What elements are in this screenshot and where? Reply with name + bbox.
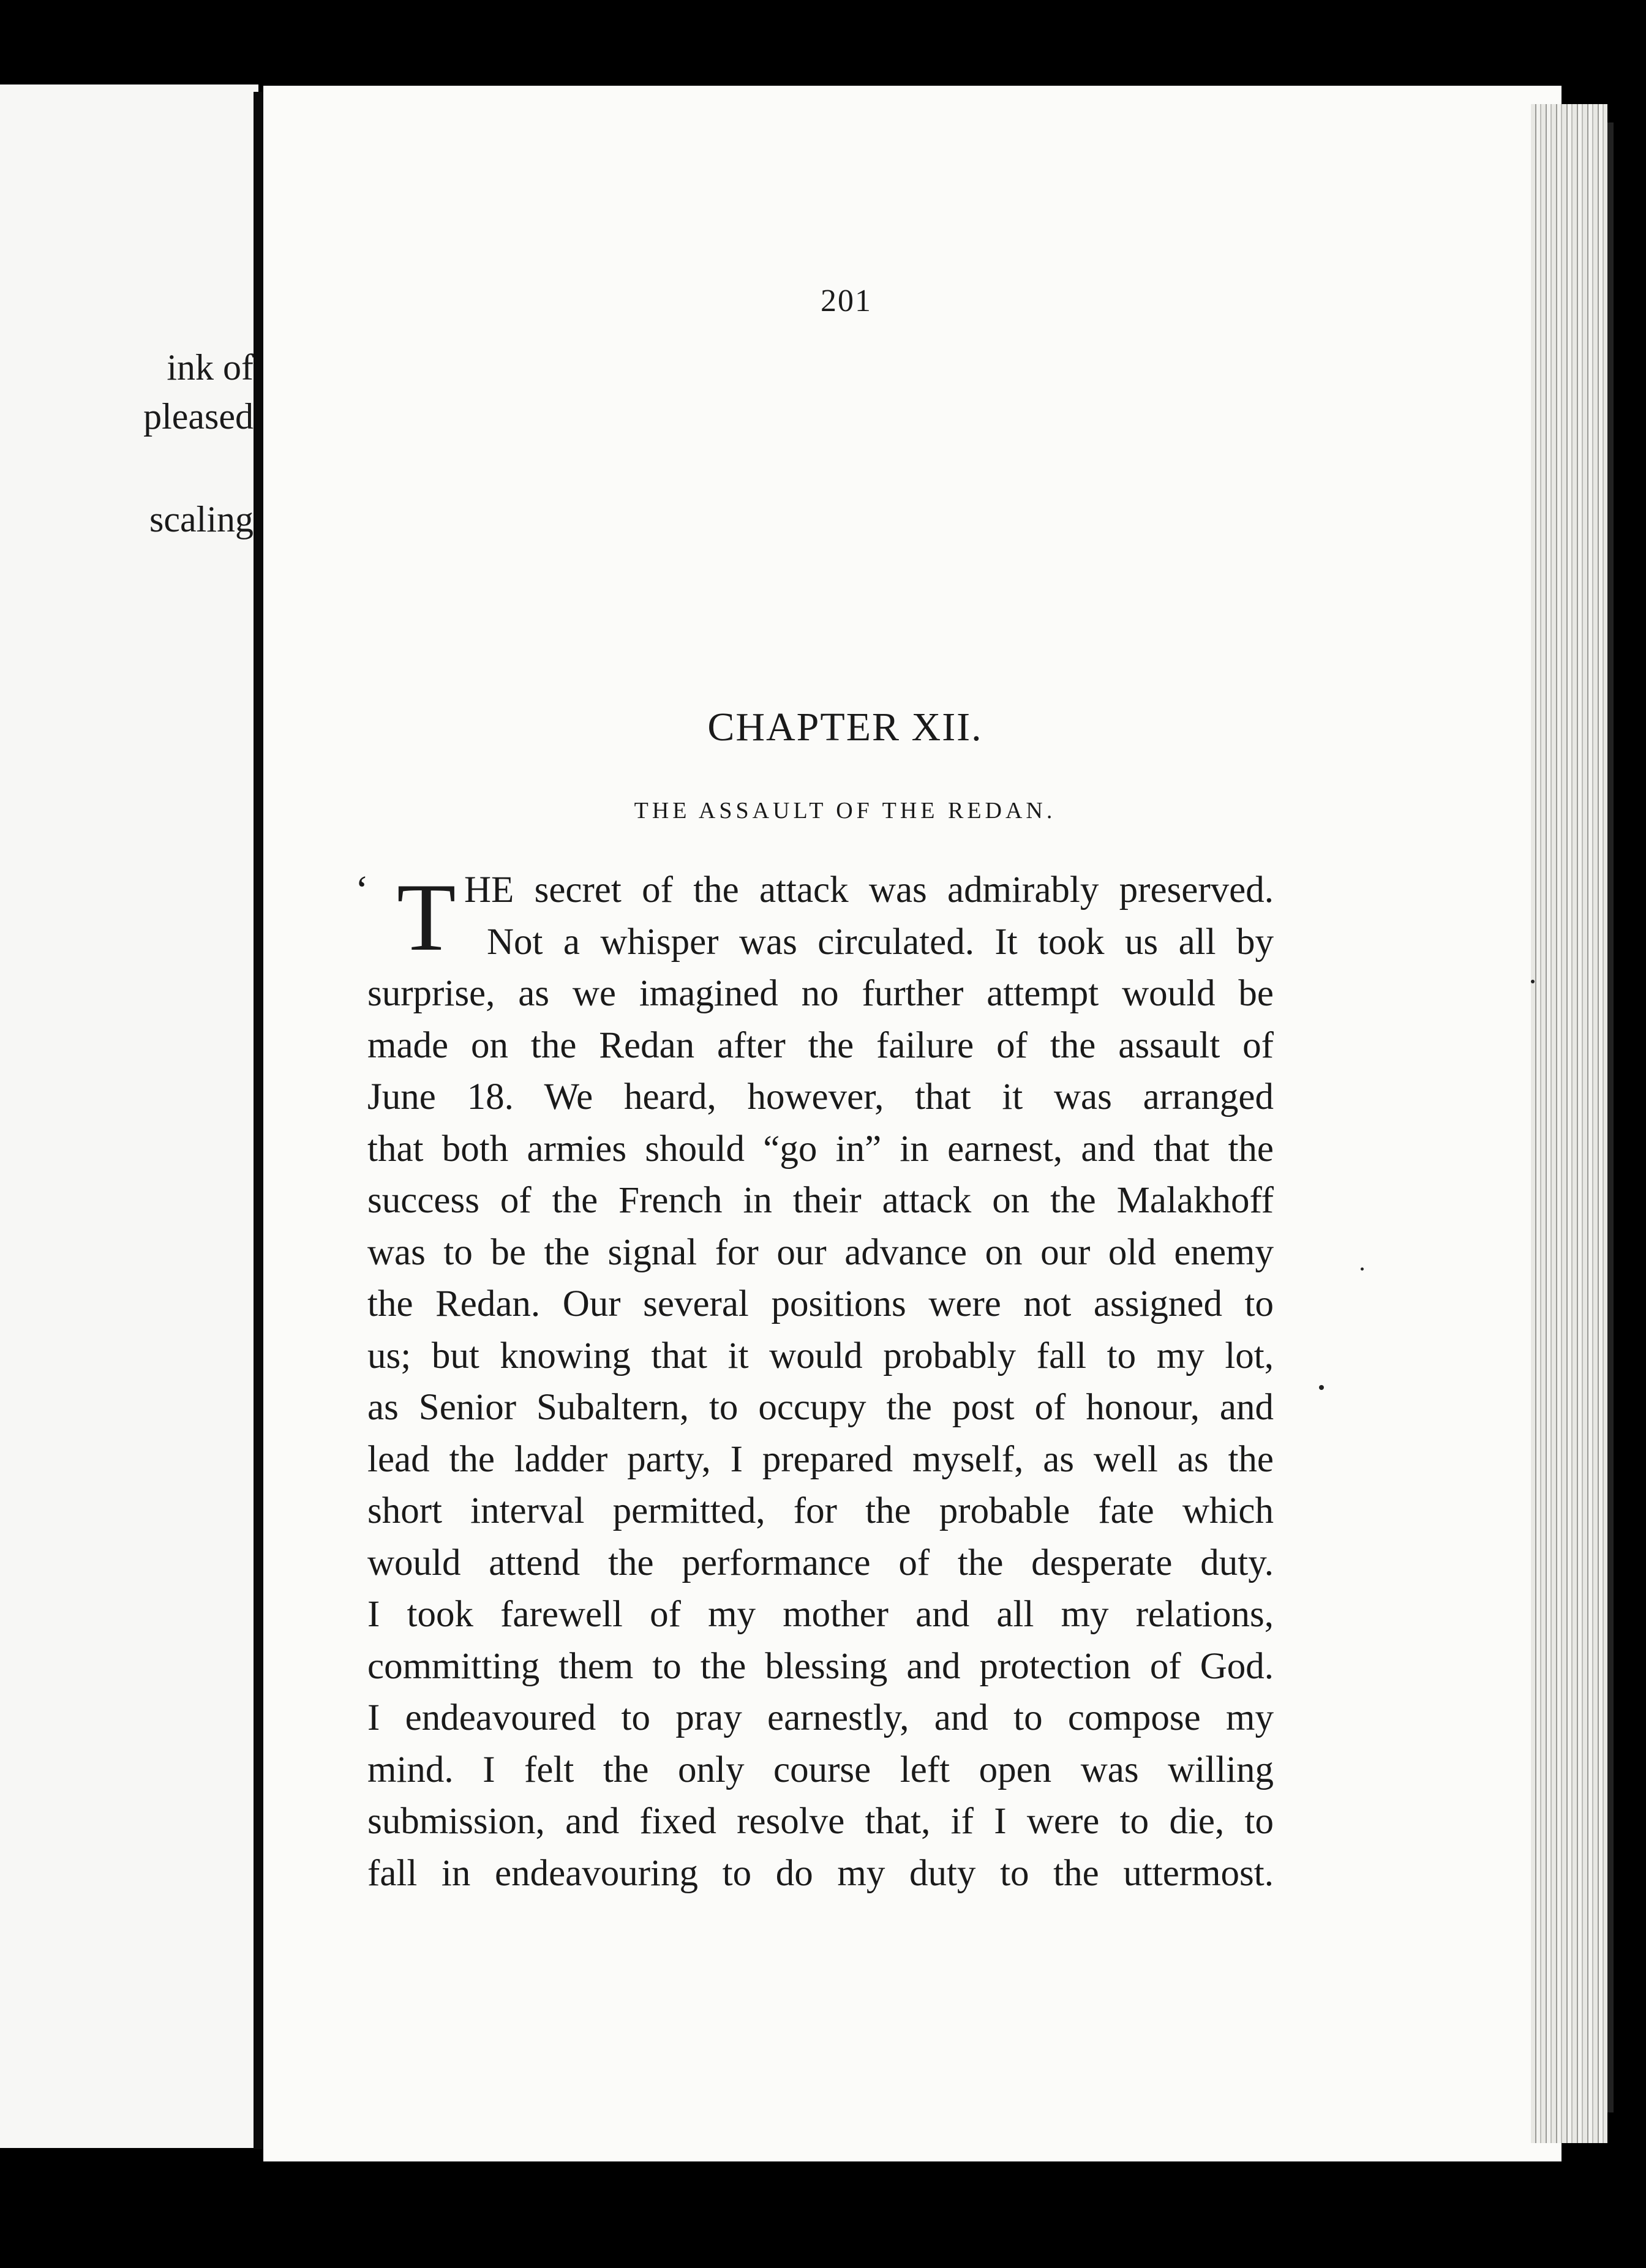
page-edges-shadow <box>1607 122 1614 2112</box>
opening-lines <box>355 864 1274 971</box>
body-line: submission, and fixed resolve that, if I were to die, to <box>367 1801 1274 1842</box>
facing-page-line: pleased <box>143 396 254 437</box>
chapter-title: CHAPTER XII. <box>707 705 983 749</box>
body-line: was to be the signal for our advance on our old enemy <box>367 1231 1274 1273</box>
body-line: HE secret of the attack was admirably preserved. <box>464 869 1274 911</box>
body-line: as Senior Subaltern, to occupy the post of honour, and <box>367 1387 1274 1428</box>
body-text <box>355 864 1274 1899</box>
body-line: us; but knowing that it would probably fall to my lot, <box>367 1335 1274 1376</box>
body-line: mind. I felt the only course left open was willing <box>367 1749 1274 1790</box>
facing-page-line: ink of <box>167 347 254 388</box>
facing-page-fragment <box>0 84 258 2148</box>
body-line: short interval permitted, for the probable fate which <box>367 1490 1274 1531</box>
scan-speck <box>1531 980 1535 983</box>
body-line: I took farewell of my mother and all my relations, <box>367 1594 1274 1635</box>
body-line: Not a whisper was circulated. It took us all by <box>487 921 1274 963</box>
body-line: made on the Redan after the failure of the assault of <box>367 1024 1274 1066</box>
opening-quote: ‘ <box>355 868 369 912</box>
page-edges <box>1531 104 1607 2143</box>
scan-speck <box>1361 1267 1364 1271</box>
body-line: I endeavoured to pray earnestly, and to compose my <box>367 1697 1274 1738</box>
drop-cap: T <box>397 864 456 971</box>
body-line: June 18. We heard, however, that it was arranged <box>367 1076 1274 1117</box>
facing-page-line: scaling <box>149 499 254 539</box>
body-line: the Redan. Our several positions were not assigned to <box>367 1283 1274 1324</box>
scan-speck <box>1319 1385 1324 1390</box>
page-number: 201 <box>821 284 872 318</box>
body-line: success of the French in their attack on the Malakhoff <box>367 1180 1274 1221</box>
body-line: fall in endeavouring to do my duty to the uttermost. <box>367 1852 1274 1894</box>
body-line: would attend the performance of the desperate duty. <box>367 1542 1274 1583</box>
body-line: lead the ladder party, I prepared myself, as well as the <box>367 1438 1274 1480</box>
body-line: surprise, as we imagined no further attempt would be <box>367 973 1274 1014</box>
body-line: that both armies should “go in” in earnest, and that the <box>367 1128 1274 1170</box>
book-gutter <box>254 92 263 2149</box>
body-line: committing them to the blessing and protection of God. <box>367 1645 1274 1687</box>
section-title: THE ASSAULT OF THE REDAN. <box>634 798 1056 824</box>
